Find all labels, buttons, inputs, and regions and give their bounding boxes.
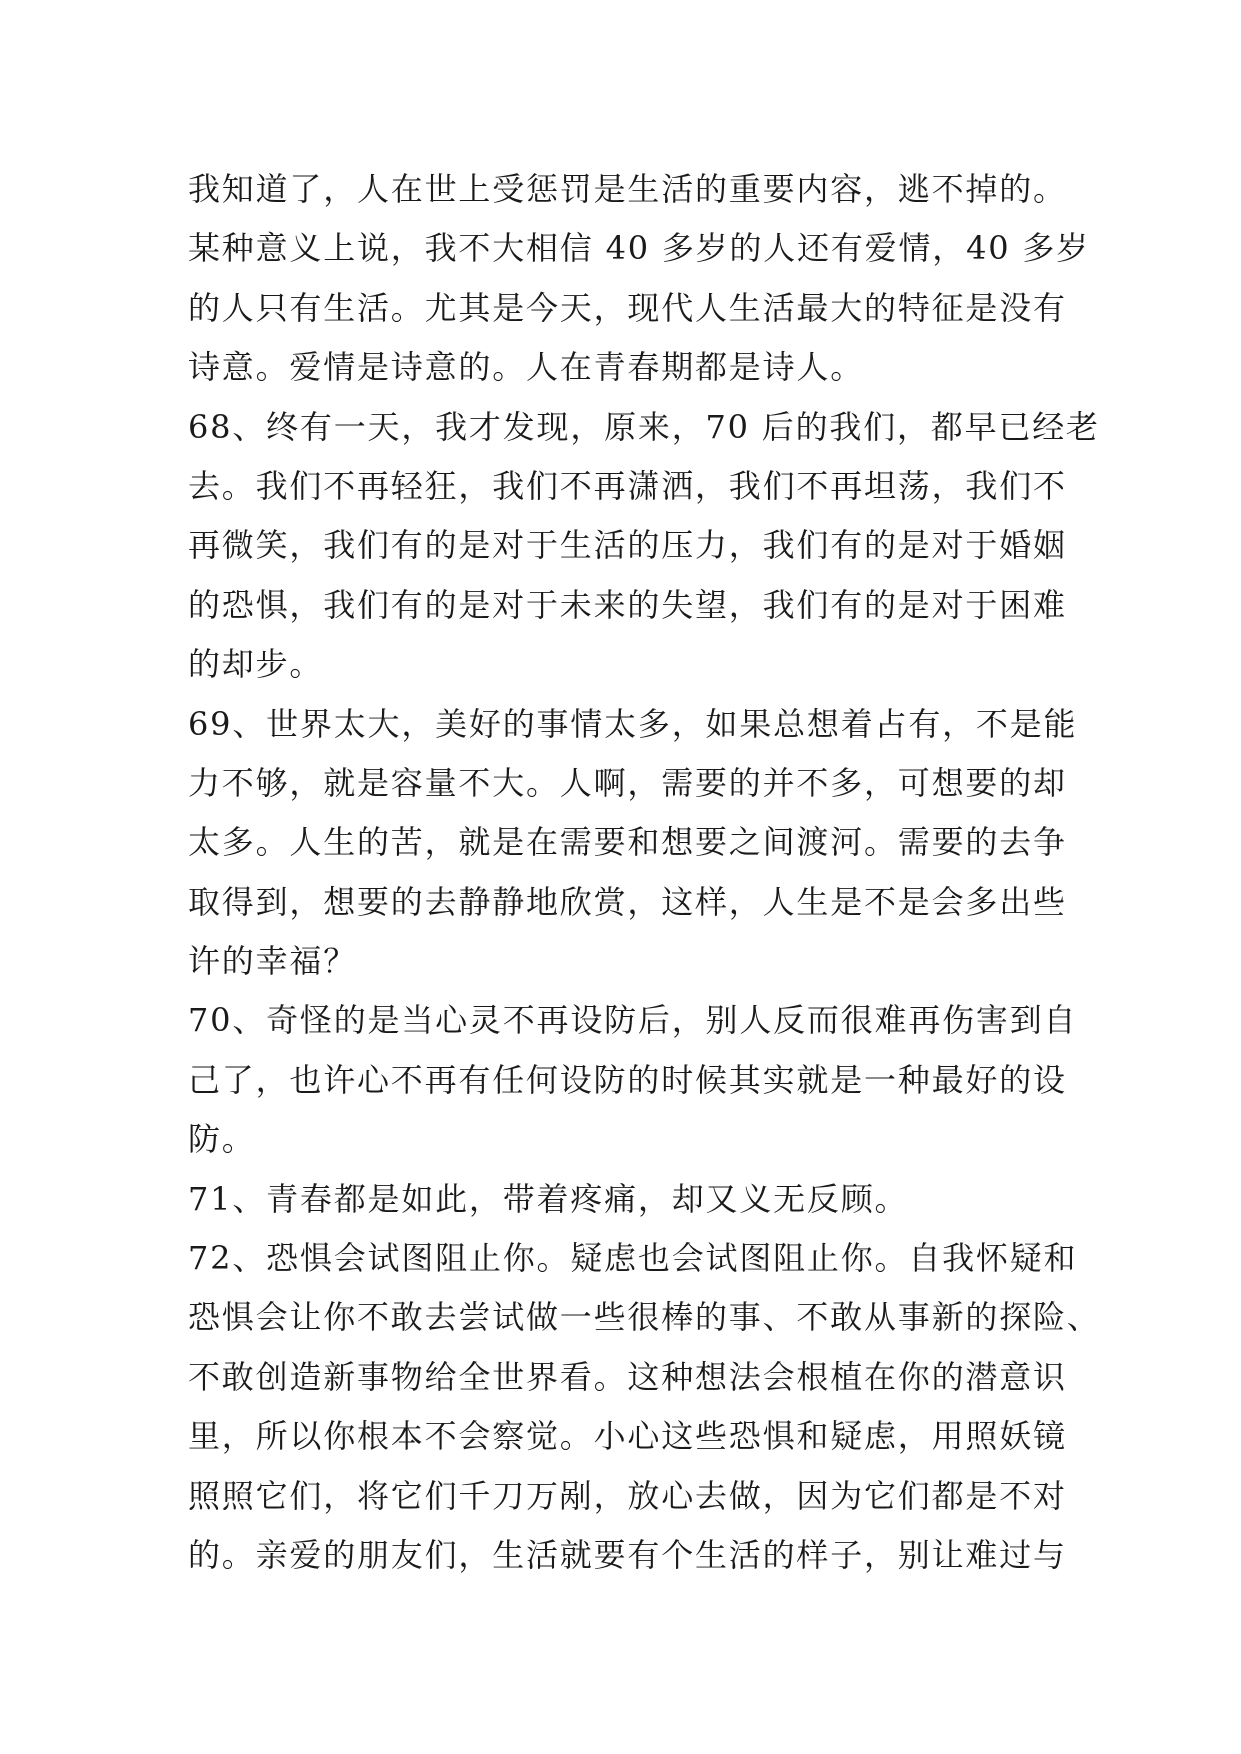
text-line: 我知道了，人在世上受惩罚是生活的重要内容，逃不掉的。 [188,170,1067,208]
text-line: 里，所以你根本不会察觉。小心这些恐惧和疑虑，用照妖镜 [188,1417,1067,1456]
text-line: 防。 [188,1120,256,1159]
text-line: 的却步。 [188,645,324,684]
text-line: 71、青春都是如此，带着疼痛，却又义无反顾。 [188,1179,909,1218]
text-line: 的人只有生活。尤其是今天，现代人生活最大的特征是没有 [188,288,1067,327]
text-line: 不敢创造新事物给全世界看。这种想法会根植在你的潜意识 [188,1357,1067,1396]
text-line: 某种意义上说，我不大相信 40 多岁的人还有爱情，40 多岁 [188,229,1090,268]
text-line: 的。亲爱的朋友们，生活就要有个生活的样子，别让难过与 [188,1535,1067,1574]
text-line: 再微笑，我们有的是对于生活的压力，我们有的是对于婚姻 [188,526,1067,565]
body-text [188,160,1101,1585]
text-line: 70、奇怪的是当心灵不再设防后，别人反而很难再伤害到自 [188,1001,1078,1040]
text-line: 许的幸福？ [188,942,358,981]
text-line: 72、恐惧会试图阻止你。疑虑也会试图阻止你。自我怀疑和 [188,1239,1078,1278]
text-line: 68、终有一天，我才发现，原来，70 后的我们，都早已经老 [188,407,1100,446]
text-line: 取得到，想要的去静静地欣赏，这样，人生是不是会多出些 [188,882,1067,921]
text-line: 69、世界太大，美好的事情太多，如果总想着占有，不是能 [188,704,1078,743]
text-line: 去。我们不再轻狂，我们不再潇洒，我们不再坦荡，我们不 [188,466,1067,505]
text-line: 诗意。爱情是诗意的。人在青春期都是诗人。 [188,348,865,387]
text-line: 的恐惧，我们有的是对于未来的失望，我们有的是对于困难 [188,585,1067,624]
text-line: 太多。人生的苦，就是在需要和想要之间渡河。需要的去争 [188,823,1067,862]
text-line: 己了，也许心不再有任何设防的时候其实就是一种最好的设 [188,1060,1067,1099]
text-line: 力不够，就是容量不大。人啊，需要的并不多，可想要的却 [188,763,1067,802]
text-line: 恐惧会让你不敢去尝试做一些很棒的事、不敢从事新的探险、 [188,1298,1101,1337]
text-line: 照照它们，将它们千刀万剐，放心去做，因为它们都是不对 [188,1476,1067,1515]
